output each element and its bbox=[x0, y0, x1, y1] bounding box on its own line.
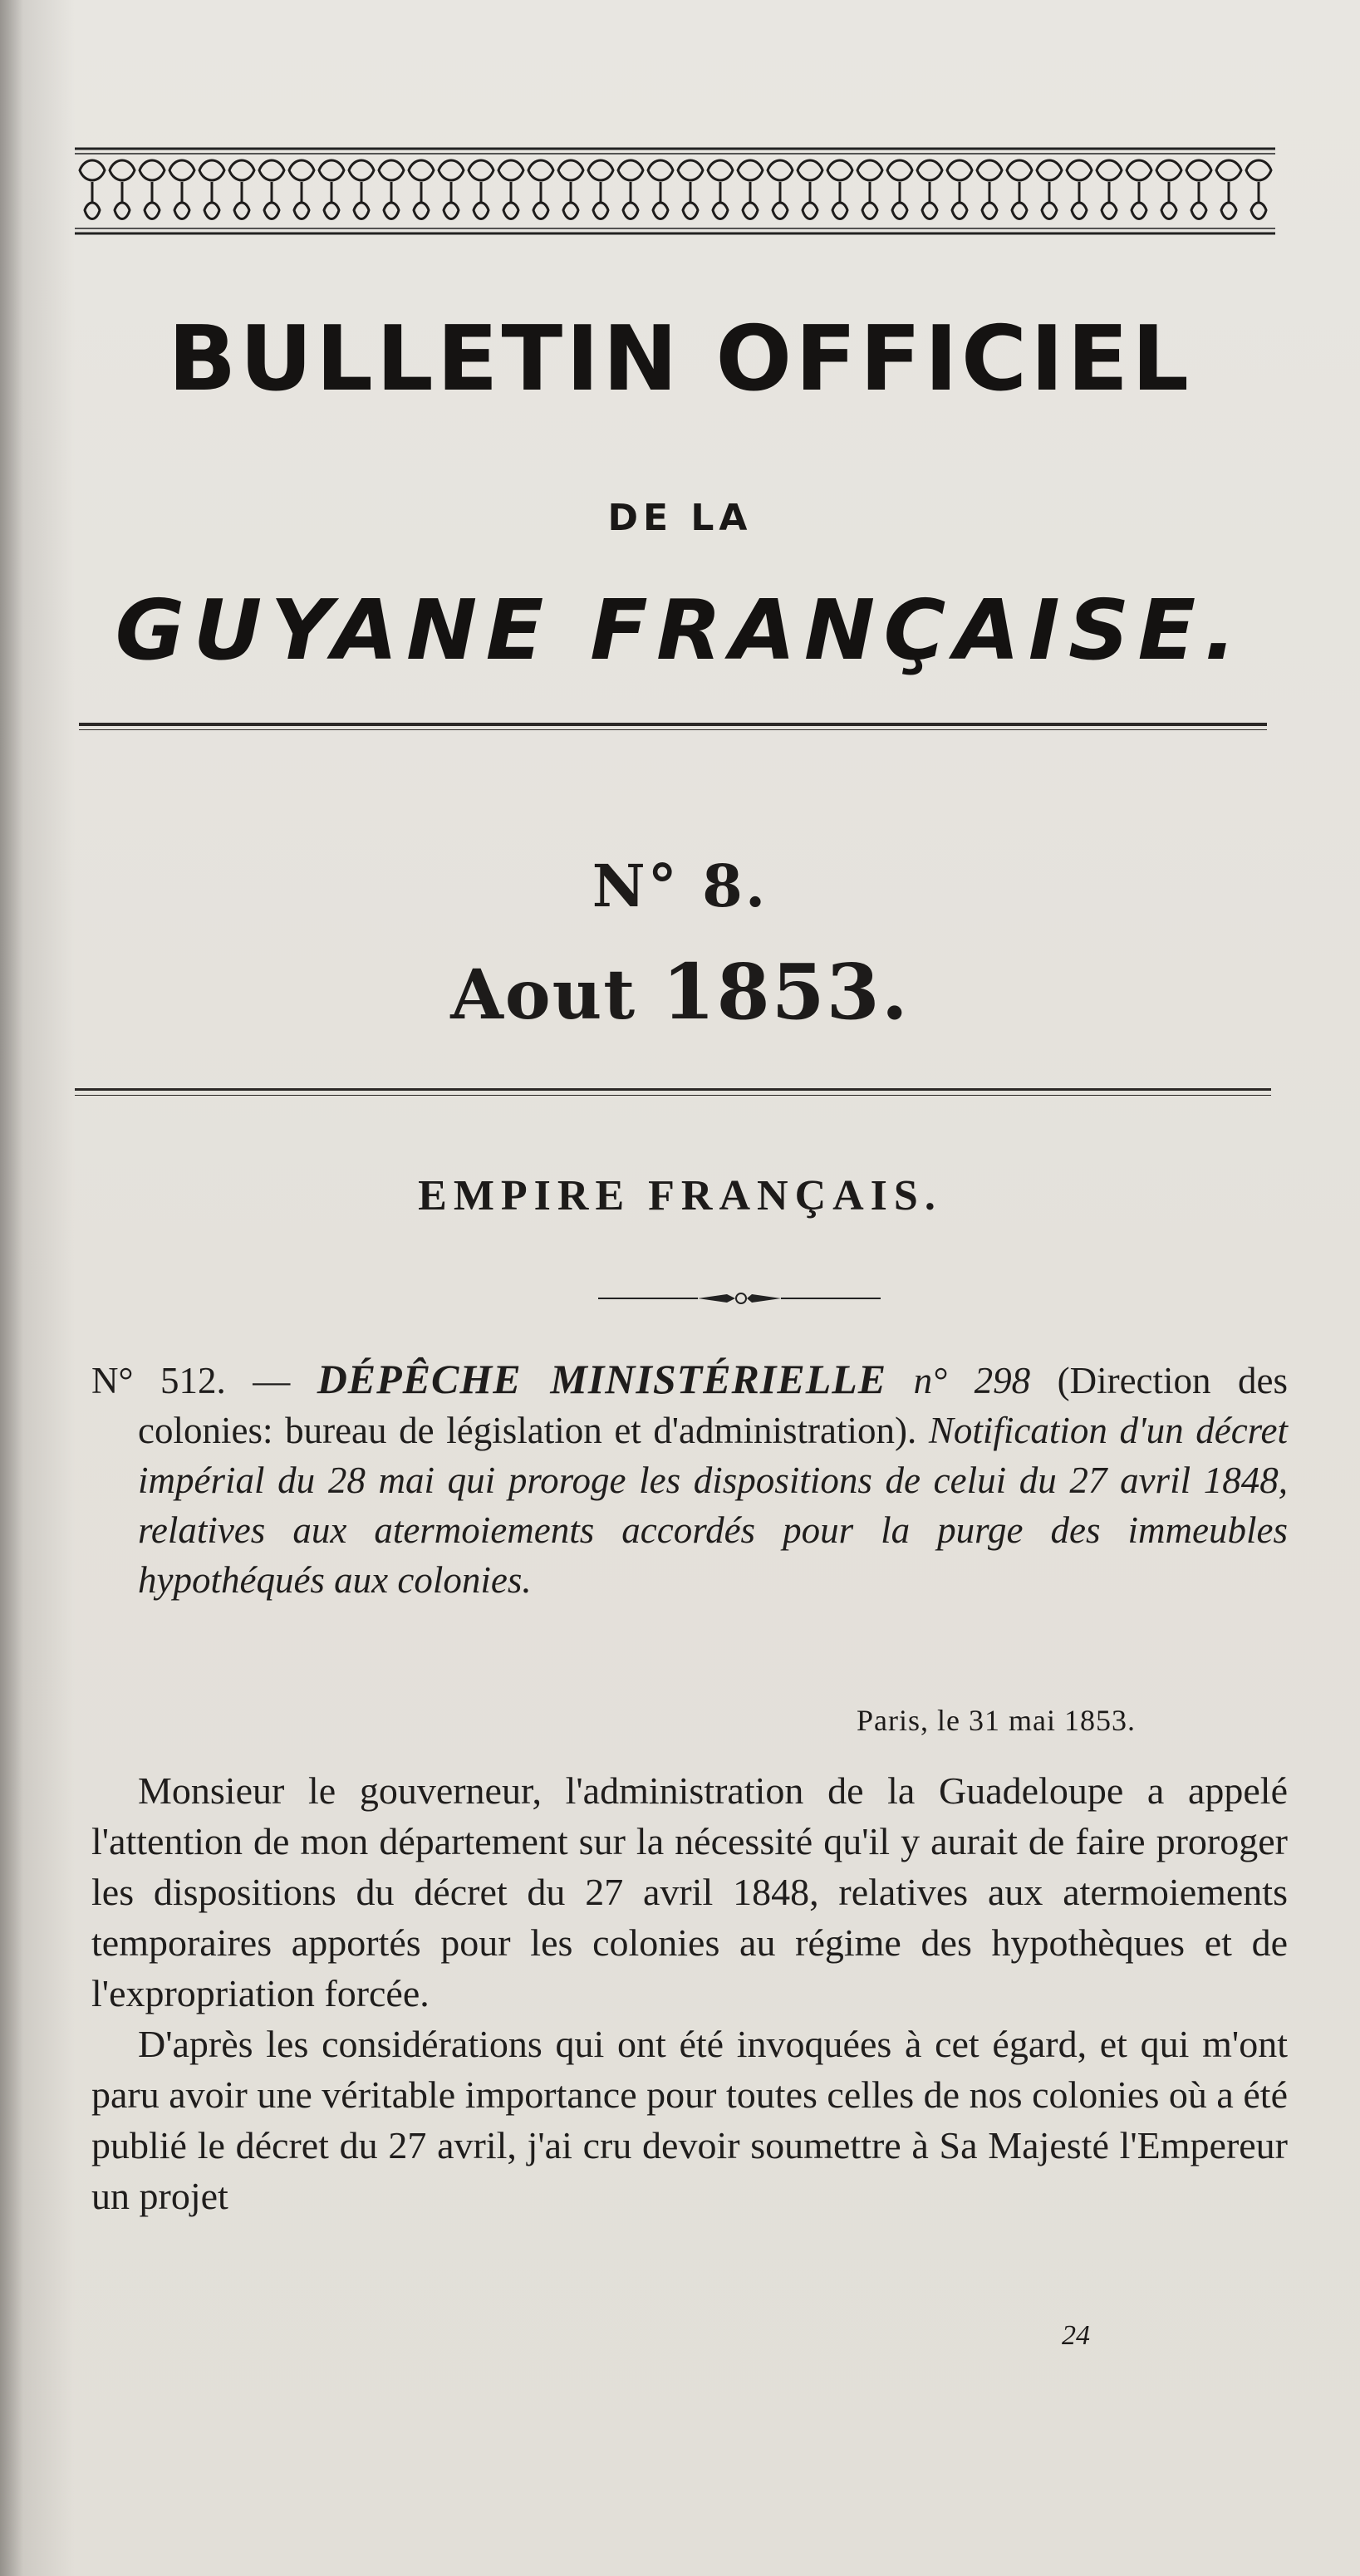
ornament-drop bbox=[1132, 182, 1146, 219]
ornament-loop bbox=[1246, 160, 1271, 180]
ornament-loop bbox=[1067, 160, 1092, 180]
ornament-loop bbox=[110, 160, 135, 180]
ornament-drop bbox=[653, 182, 668, 219]
dispatch-direction: (Direction des colonies: bureau de législation et d'administration). bbox=[138, 1360, 1288, 1451]
ornament-drop bbox=[85, 182, 100, 219]
bulletin-title: BULLETIN OFFICIEL bbox=[168, 307, 1192, 411]
ornament-drop bbox=[1012, 182, 1027, 219]
ornament-loop bbox=[1097, 160, 1122, 180]
ornament-drop bbox=[1221, 182, 1236, 219]
ornament-loop bbox=[199, 160, 224, 180]
ornament-loop bbox=[588, 160, 613, 180]
ornament-drop bbox=[862, 182, 877, 219]
ornament-loop bbox=[498, 160, 523, 180]
ornament-loop bbox=[1156, 160, 1181, 180]
dispatch-dateline: Paris, le 31 mai 1853. bbox=[857, 1704, 1136, 1737]
page-number: 24 bbox=[1062, 2320, 1090, 2351]
colony-title: GUYANE FRANÇAISE. bbox=[115, 581, 1245, 679]
ornament-drop bbox=[444, 182, 459, 219]
ornament-drop bbox=[743, 182, 758, 219]
ornament-loop bbox=[827, 160, 852, 180]
section-heading: EMPIRE FRANÇAIS. bbox=[418, 1172, 942, 1219]
ornament-drop bbox=[264, 182, 279, 219]
ornament-loop bbox=[917, 160, 942, 180]
ornament-drop bbox=[982, 182, 997, 219]
ornament-loop bbox=[738, 160, 763, 180]
ornament-drop bbox=[773, 182, 788, 219]
dispatch-header bbox=[91, 1354, 1288, 1605]
ornament-loop bbox=[259, 160, 284, 180]
ornament-drop bbox=[922, 182, 937, 219]
ornament-loop bbox=[558, 160, 583, 180]
ornament-loop bbox=[1037, 160, 1062, 180]
ornament-drop bbox=[384, 182, 399, 219]
ornament-loop bbox=[678, 160, 703, 180]
dispatch-number: N° 512. — bbox=[91, 1360, 317, 1401]
ornament-loop bbox=[80, 160, 105, 180]
ornament-drop bbox=[414, 182, 429, 219]
ornament-drop bbox=[234, 182, 249, 219]
date-rule-thick bbox=[75, 1088, 1271, 1091]
ornament-loop bbox=[349, 160, 374, 180]
ornament-loop bbox=[798, 160, 822, 180]
ornament-loop bbox=[648, 160, 673, 180]
ornament-loop bbox=[169, 160, 194, 180]
date-rule-thin bbox=[75, 1095, 1271, 1096]
ornament-drop bbox=[892, 182, 907, 219]
ornament-loop bbox=[708, 160, 733, 180]
ornament-drop bbox=[563, 182, 578, 219]
issue-month: Aout bbox=[450, 955, 637, 1035]
ornament-loop bbox=[319, 160, 344, 180]
ornament-drop bbox=[1191, 182, 1206, 219]
ornament-drop bbox=[952, 182, 967, 219]
ornament-drop bbox=[1161, 182, 1176, 219]
ornamental-border bbox=[75, 145, 1275, 237]
issue-date bbox=[0, 947, 1360, 1037]
ornament-loop bbox=[768, 160, 793, 180]
ornament-loop bbox=[229, 160, 254, 180]
ornament-loop bbox=[1186, 160, 1211, 180]
header-rule-top bbox=[79, 723, 1267, 726]
dispatch-title-number: n° 298 bbox=[886, 1360, 1058, 1401]
ornament-drop bbox=[145, 182, 160, 219]
title-connector: DE LA bbox=[607, 497, 753, 539]
ornament-loop bbox=[409, 160, 434, 180]
ornament-loop bbox=[887, 160, 912, 180]
ornament-drop bbox=[503, 182, 518, 219]
dispatch-notice: Notification d'un décret impérial du 28 mai qui proroge les dispositions de celui du 27 avril 1848, relatives aux atermoiements accordés pour la purge des immeubles hypothéqués aux colonies. bbox=[138, 1410, 1288, 1601]
ornament-drop bbox=[1102, 182, 1117, 219]
ornament-drop bbox=[713, 182, 728, 219]
issue-year: 1853. bbox=[661, 947, 910, 1037]
ornament-drop bbox=[294, 182, 309, 219]
ornament-drop bbox=[1251, 182, 1266, 219]
ornament-loop bbox=[1216, 160, 1241, 180]
ornament-loop bbox=[140, 160, 164, 180]
ornament-drop bbox=[115, 182, 130, 219]
ornament-drop bbox=[174, 182, 189, 219]
ornament-loop bbox=[469, 160, 493, 180]
ornament-loop bbox=[947, 160, 972, 180]
ornament-drop bbox=[623, 182, 638, 219]
ornament-loop bbox=[1127, 160, 1151, 180]
ornament-loop bbox=[379, 160, 404, 180]
dispatch-heading-paragraph bbox=[91, 1354, 1288, 1605]
ornament-drop bbox=[1042, 182, 1057, 219]
body-paragraph-2: D'après les considérations qui ont été invoquées à cet égard, et qui m'ont paru avoir une véritable importance pour toutes celles de nos colonies où a été publié le décret du 27 avril, j'ai cru devoir soumettre à Sa Majesté l'Empereur un projet bbox=[91, 2023, 1288, 2217]
dispatch-body bbox=[91, 1765, 1288, 2221]
ornament-drop bbox=[832, 182, 847, 219]
ornament-drop bbox=[803, 182, 817, 219]
ornament-loop bbox=[439, 160, 464, 180]
issue-number: N° 8. bbox=[592, 851, 768, 920]
header-rule-top-thin bbox=[79, 729, 1267, 730]
ornament-drop bbox=[533, 182, 548, 219]
ornament-drop bbox=[593, 182, 608, 219]
ornament-loop bbox=[528, 160, 553, 180]
ornament-loop bbox=[289, 160, 314, 180]
ornament-drop bbox=[474, 182, 489, 219]
ornament-loop bbox=[1007, 160, 1032, 180]
ornament-drop bbox=[204, 182, 219, 219]
ornament-drop bbox=[683, 182, 698, 219]
ornament-drop bbox=[1072, 182, 1087, 219]
body-paragraph-1: Monsieur le gouverneur, l'administration de la Guadeloupe a appelé l'attention de mon département sur la nécessité qu'il y aurait de faire proroger les dispositions du décret du 27 avril 1848, relatives aux atermoiements temporaires apportés pour les colonies au régime des hypothèques et de l'expropriation forcée. bbox=[91, 1769, 1288, 2014]
ornament-loop bbox=[618, 160, 643, 180]
ornament-loop bbox=[857, 160, 882, 180]
ornament-drop bbox=[324, 182, 339, 219]
ornament-loop bbox=[977, 160, 1002, 180]
section-flourish bbox=[598, 1286, 881, 1311]
ornament-drop bbox=[354, 182, 369, 219]
dispatch-title: DÉPÊCHE MINISTÉRIELLE bbox=[317, 1356, 887, 1402]
